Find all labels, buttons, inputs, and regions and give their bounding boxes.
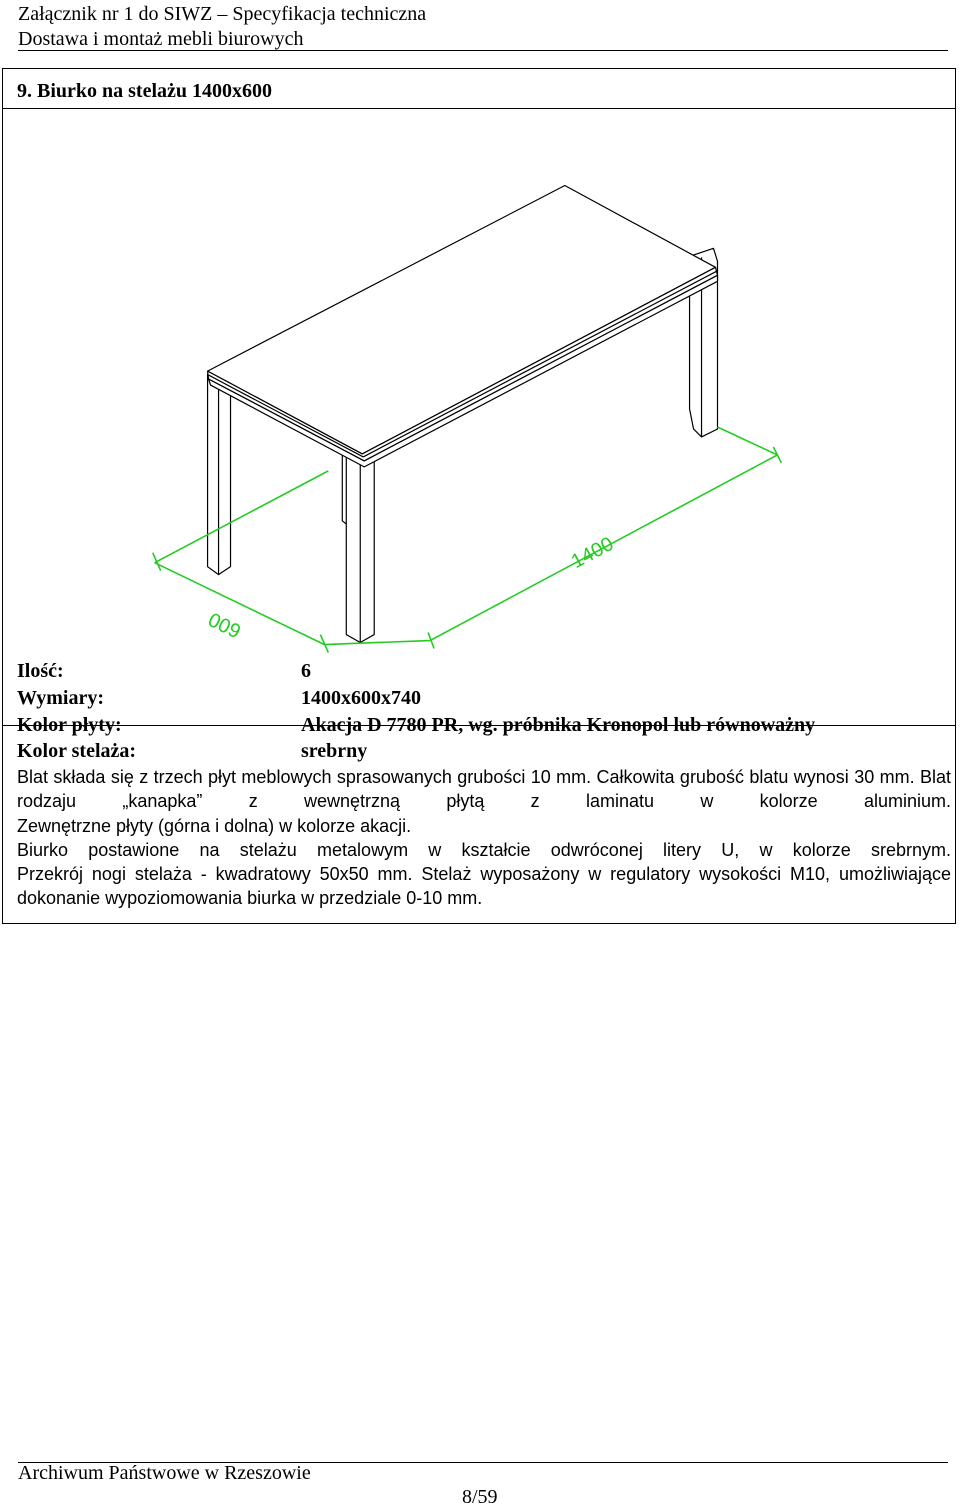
spec-board-color [17,713,816,737]
description [17,765,951,911]
spec-value: 6 [301,660,311,682]
spec-label: Ilość: [17,660,64,682]
spec-dimensions [17,686,421,710]
page-number: 8/59 [462,1486,498,1508]
item-title: 9. Biurko na stelażu 1400x600 [17,80,273,102]
description-paragraph-2: Zewnętrzne płyty (górna i dolna) w kolorze akacji. [17,815,412,836]
description-paragraph-4: Przekrój nogi stelaża - kwadratowy 50x50 mm. Stelaż wyposażony w regulatory wysokości M10, umożliwiające dokonanie wypoziomowania biurka w przedziale 0-10 mm. [17,864,951,909]
spec-quantity [17,659,311,683]
header-line-1: Załącznik nr 1 do SIWZ – Specyfikacja techniczna [18,3,427,25]
description-paragraph-3: Biurko postawione na stelażu metalowym w kształcie odwróconej litery U, w kolorze srebrnym. [17,839,951,860]
footer-archive: Archiwum Państwowe w Rzeszowie [18,1462,311,1484]
desk-illustration [208,185,718,642]
spec-value: srebrny [301,740,368,762]
header-line-2: Dostawa i montaż mebli biurowych [18,28,304,50]
spec-label: Kolor stelaża: [17,740,137,762]
spec-frame-color [17,739,368,763]
dimension-lines [153,427,782,653]
description-paragraph-1: Blat składa się z trzech płyt meblowych sprasowanych grubości 10 mm. Całkowita grubość blatu wynosi 30 mm. Blat rodzaju „kanapka” z wewnętrzną płytą z laminatu w kolorze aluminium. [17,767,951,812]
header-divider [18,50,948,51]
title-cell [3,69,955,109]
desk-drawing [3,109,955,725]
spec-label: Wymiary: [17,687,105,709]
dim-label-width: 1400 [567,532,618,574]
spec-value: 1400x600x740 [301,687,421,709]
spec-value: Akacja D 7780 PR, wg. próbnika Kronopol lub równoważny [301,714,816,736]
item-table [2,68,956,924]
dim-label-depth: 600 [205,607,245,642]
spec-label: Kolor płyty: [17,714,122,736]
